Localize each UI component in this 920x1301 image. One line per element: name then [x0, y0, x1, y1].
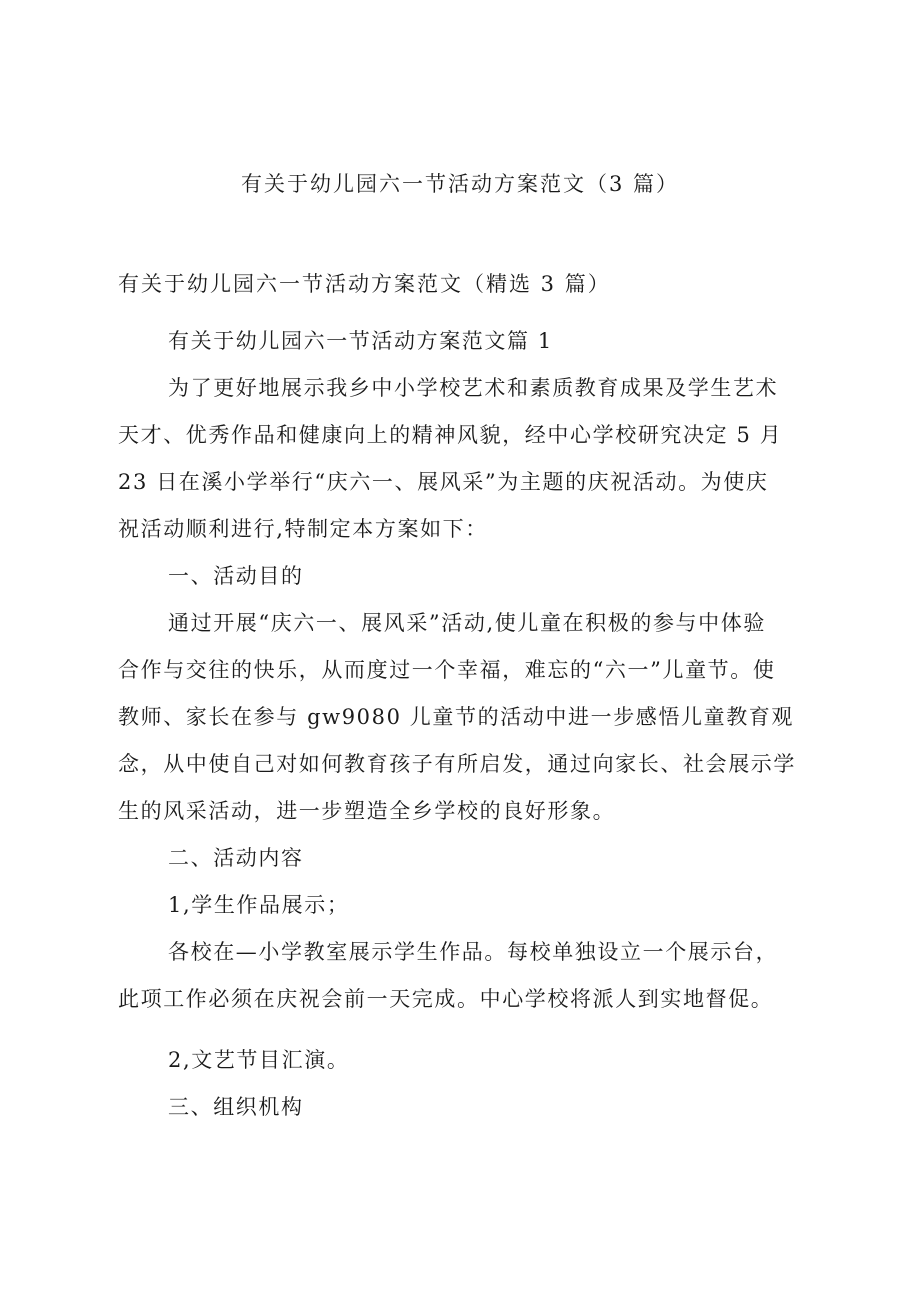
heading-organization: 三、组织机构 [168, 1095, 304, 1119]
heading-content: 二、活动内容 [168, 846, 304, 870]
paragraph-line: 此项工作必须在庆祝会前一天完成。中心学校将派人到实地督促。 [118, 987, 774, 1011]
paragraph-line: 通过开展“庆六一、展风采”活动,使儿童在积极的参与中体验 [168, 611, 766, 635]
document-body [118, 318, 818, 1131]
section-heading: 有关于幼儿园六一节活动方案范文篇 1 [168, 329, 553, 353]
paragraph-line: 23 日在溪小学举行“庆六一、展风采”为主题的庆祝活动。为使庆 [118, 470, 769, 494]
heading-purpose: 一、活动目的 [168, 564, 304, 588]
document-subtitle: 有关于幼儿园六一节活动方案范文（精选 3 篇） [118, 272, 611, 296]
paragraph-line: 各校在—小学教室展示学生作品。每校单独设立一个展示台， [168, 940, 779, 964]
paragraph-line: 生的风采活动，进一步塑造全乡学校的良好形象。 [118, 799, 616, 823]
document-title: 有关于幼儿园六一节活动方案范文（3 篇） [240, 172, 680, 196]
paragraph-line: 合作与交往的快乐，从而度过一个幸福，难忘的“六一”儿童节。使 [118, 658, 776, 682]
paragraph-line: 天才、优秀作品和健康向上的精神风貌，经中心学校研究决定 5 月 [118, 423, 783, 447]
list-item: 1,学生作品展示； [168, 893, 350, 917]
list-item: 2,文艺节目汇演。 [168, 1048, 350, 1072]
paragraph-line: 念，从中使自己对如何教育孩子有所启发，通过向家长、社会展示学 [118, 752, 796, 776]
spacer [118, 1023, 818, 1037]
paragraph-line: 祝活动顺利进行,特制定本方案如下： [118, 517, 488, 541]
paragraph-line: 教师、家长在参与 gw9080 儿童节的活动中进一步感悟儿童教育观 [118, 705, 795, 729]
paragraph-line: 为了更好地展示我乡中小学校艺术和素质教育成果及学生艺术 [168, 376, 779, 400]
